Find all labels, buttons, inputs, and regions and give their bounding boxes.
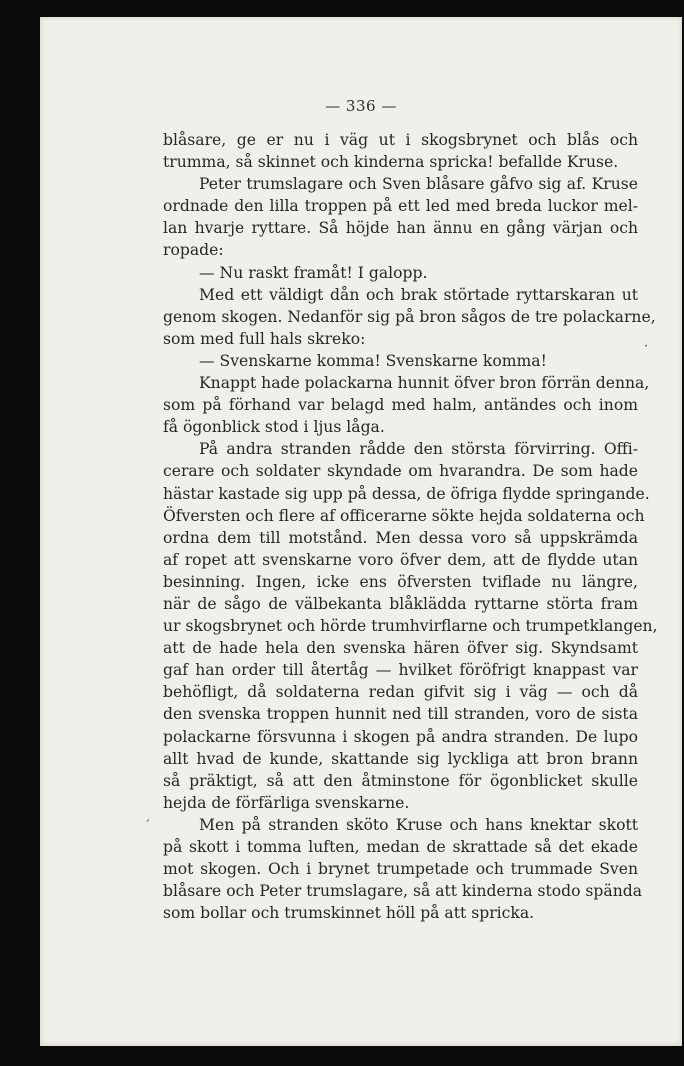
text-line: trumma, så skinnet och kinderna spricka! befallde Kruse. <box>163 153 619 172</box>
text-line: få ögonblick stod i ljus låga. <box>163 418 385 437</box>
text-line: På andra stranden rådde den största förvirring. Offi- <box>199 440 638 459</box>
text-line: ordnade den lilla troppen på ett led med breda luckor mel- <box>163 197 638 216</box>
text-line: lan hvarje ryttare. Så höjde han ännu en gång värjan och <box>163 219 638 238</box>
text-line: så präktigt, så att den åtminstone för ögonblicket skulle <box>163 771 638 790</box>
text-line: Peter trumslagare och Sven blåsare gåfvo sig af. Kruse <box>199 175 638 194</box>
text-line: hästar kastade sig upp på dessa, de öfriga flydde springande. <box>163 484 650 503</box>
text-line: som bollar och trumskinnet höll på att spricka. <box>163 904 535 923</box>
margin-mark: · <box>644 339 649 354</box>
margin-mark: ˊ <box>144 819 151 834</box>
text-line: som med full hals skreko: <box>163 329 366 348</box>
text-line: den svenska troppen hunnit ned till stranden, voro de sista <box>163 705 638 724</box>
text-line: behöfligt, då soldaterna redan gifvit sig i väg — och då <box>163 683 638 702</box>
body-text <box>163 129 658 924</box>
text-line: — Nu raskt framåt! I galopp. <box>199 263 428 282</box>
text-line: blåsare, ge er nu i väg ut i skogsbrynet och blås och <box>163 131 638 149</box>
text-line: besinning. Ingen, icke ens öfversten tviflade nu längre, <box>163 572 638 591</box>
text-line: att de hade hela den svenska hären öfver sig. Skyndsamt <box>163 639 638 658</box>
text-line: Öfversten och flere af officerarne sökte hejda soldaterna och <box>163 506 645 525</box>
text-line: polackarne försvunna i skogen på andra stranden. De lupo <box>163 727 638 746</box>
text-line: — Svenskarne komma! Svenskarne komma! <box>199 351 547 370</box>
text-line: som på förhand var belagd med halm, antändes och inom <box>163 396 638 415</box>
text-line: allt hvad de kunde, skattande sig lyckliga att bron brann <box>163 749 638 768</box>
text-line: gaf han order till återtåg — hvilket föröfrigt knappast var <box>163 661 638 680</box>
text-line: när de sågo de välbekanta blåklädda ryttarne störta fram <box>163 594 638 613</box>
text-line: genom skogen. Nedanför sig på bron sågos de tre polackarne, <box>163 307 656 326</box>
text-line: hejda de förfärliga svenskarne. <box>163 793 410 812</box>
text-line: mot skogen. Och i brynet trumpetade och trummade Sven <box>163 860 638 879</box>
book-page <box>40 17 682 1046</box>
text-line: cerare och soldater skyndade om hvarandra. De som hade <box>163 462 638 481</box>
page-number: — 336 — <box>325 97 397 115</box>
text-line: Men på stranden sköto Kruse och hans knektar skott <box>199 815 638 834</box>
text-line: blåsare och Peter trumslagare, så att kinderna stodo spända <box>163 882 643 901</box>
text-line: på skott i tomma luften, medan de skrattade så det ekade <box>163 838 638 856</box>
text-line: ordna dem till motstånd. Men dessa voro så uppskrämda <box>163 528 638 547</box>
text-line: Knappt hade polackarna hunnit öfver bron förrän denna, <box>199 374 650 393</box>
text-line: ur skogsbrynet och hörde trumhvirflarne och trumpetklangen, <box>163 617 658 636</box>
text-line: ropade: <box>163 241 224 260</box>
text-line: af ropet att svenskarne voro öfver dem, att de flydde utan <box>163 550 638 569</box>
text-line: Med ett väldigt dån och brak störtade ryttarskaran ut <box>199 285 638 304</box>
